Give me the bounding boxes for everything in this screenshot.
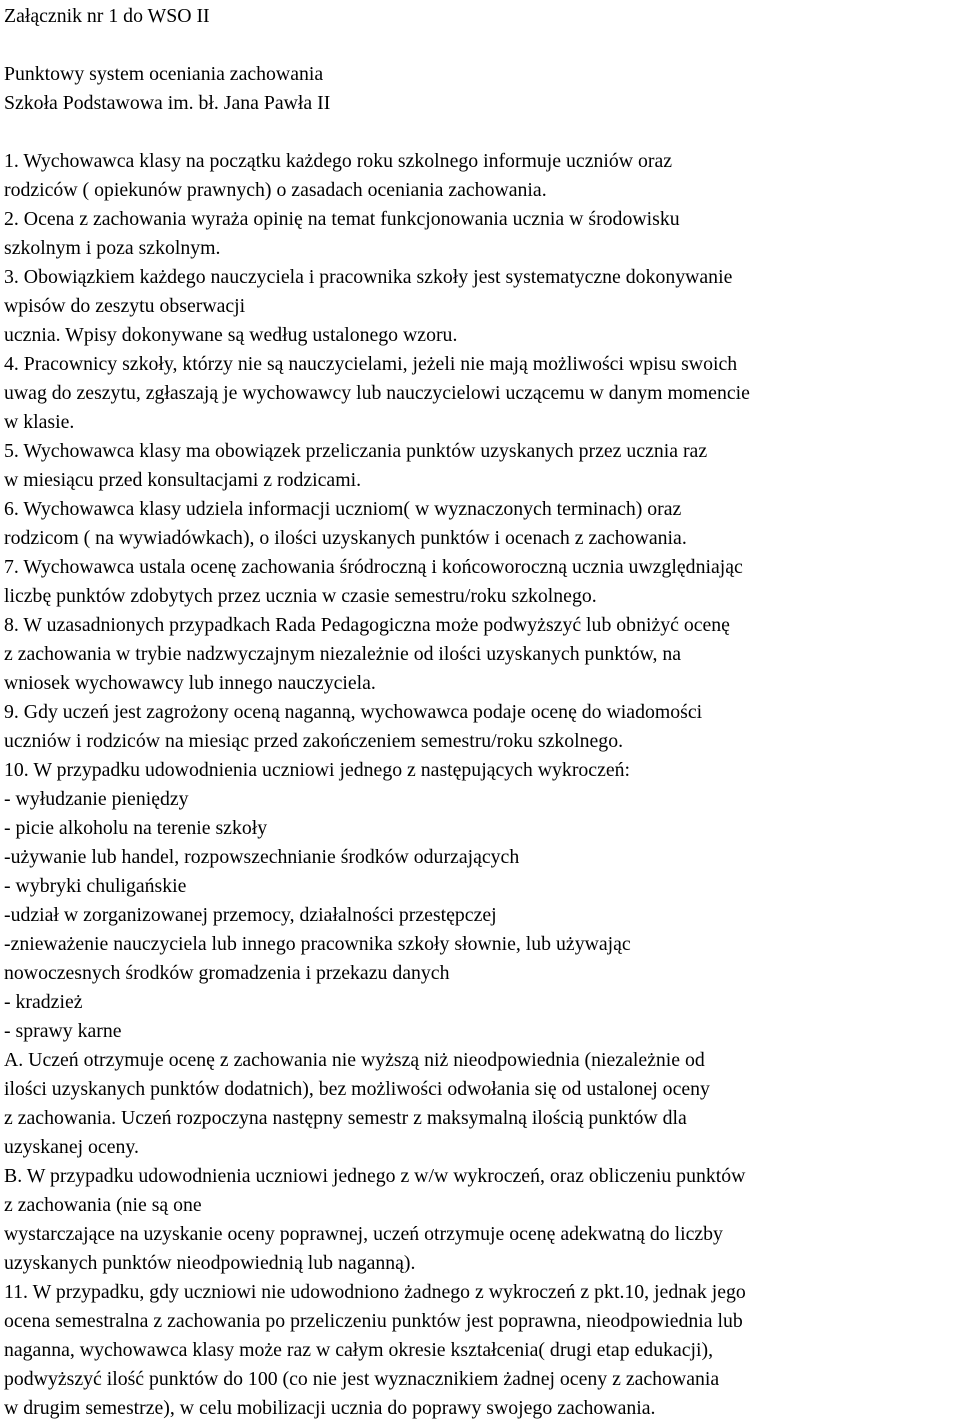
body-text-line: wpisów do zeszytu obserwacji (4, 295, 246, 317)
document-body (4, 147, 956, 1423)
body-text-line: nowoczesnych środków gromadzenia i przekazu danych (4, 962, 450, 984)
body-text-line: z zachowania w trybie nadzwyczajnym niezależnie od ilości uzyskanych punktów, na (4, 643, 682, 665)
body-text-line: ilości uzyskanych punktów dodatnich), bez możliwości odwołania się od ustalonej oceny (4, 1078, 710, 1100)
body-text-line: 9. Gdy uczeń jest zagrożony oceną naganną, wychowawca podaje ocenę do wiadomości (4, 701, 703, 723)
body-text-line: - sprawy karne (4, 1020, 122, 1042)
school-name: Szkoła Podstawowa im. bł. Jana Pawła II (4, 92, 331, 114)
body-text-line: w klasie. (4, 411, 75, 433)
body-text-line: 3. Obowiązkiem każdego nauczyciela i pracownika szkoły jest systematyczne dokonywanie (4, 266, 733, 288)
body-text-line: - wybryki chuligańskie (4, 875, 187, 897)
body-text-line: liczbę punktów zdobytych przez ucznia w czasie semestru/roku szkolnego. (4, 585, 597, 607)
body-text-line: A. Uczeń otrzymuje ocenę z zachowania nie wyższą niż nieodpowiednia (niezależnie od (4, 1049, 705, 1071)
body-text-line: ucznia. Wpisy dokonywane są według ustalonego wzoru. (4, 324, 458, 346)
body-text-line: 2. Ocena z zachowania wyraża opinię na temat funkcjonowania ucznia w środowisku (4, 208, 680, 230)
body-text-line: uwag do zeszytu, zgłaszają je wychowawcy lub nauczycielowi uczącemu w danym momencie (4, 382, 750, 404)
body-text-line: 5. Wychowawca klasy ma obowiązek przeliczania punktów uzyskanych przez ucznia raz (4, 440, 708, 462)
body-text-line: - wyłudzanie pieniędzy (4, 788, 189, 810)
body-text-line: szkolnym i poza szkolnym. (4, 237, 221, 259)
body-text-line: z zachowania (nie są one (4, 1194, 202, 1216)
spacer (4, 118, 956, 147)
body-text-line: 1. Wychowawca klasy na początku każdego roku szkolnego informuje uczniów oraz (4, 150, 673, 172)
body-text-line: wniosek wychowawcy lub innego nauczyciela. (4, 672, 376, 694)
body-text-line: -udział w zorganizowanej przemocy, działalności przestępczej (4, 904, 497, 926)
body-text-line: uczniów i rodziców na miesiąc przed zakończeniem semestru/roku szkolnego. (4, 730, 624, 752)
body-text-line: podwyższyć ilość punktów do 100 (co nie jest wyznacznikiem żadnej oceny z zachowania (4, 1368, 720, 1390)
body-text-line: uzyskanych punktów nieodpowiednią lub naganną). (4, 1252, 416, 1274)
body-text-line: 6. Wychowawca klasy udziela informacji uczniom( w wyznaczonych terminach) oraz (4, 498, 682, 520)
body-text-line: rodziców ( opiekunów prawnych) o zasadach oceniania zachowania. (4, 179, 547, 201)
spacer (4, 31, 956, 60)
annex-heading: Załącznik nr 1 do WSO II (4, 5, 210, 27)
body-text-line: rodzicom ( na wywiadówkach), o ilości uzyskanych punktów i ocenach z zachowania. (4, 527, 687, 549)
body-text-line: -używanie lub handel, rozpowszechnianie środków odurzających (4, 846, 520, 868)
body-text-line: 4. Pracownicy szkoły, którzy nie są nauczycielami, jeżeli nie mają możliwości wpisu swoich (4, 353, 738, 375)
document-title: Punktowy system oceniania zachowania (4, 63, 324, 85)
body-text-line: uzyskanej oceny. (4, 1136, 139, 1158)
body-text-line: 8. W uzasadnionych przypadkach Rada Pedagogiczna może podwyższyć lub obniżyć ocenę (4, 614, 730, 636)
body-text-line: w drugim semestrze), w celu mobilizacji ucznia do poprawy swojego zachowania. (4, 1397, 656, 1419)
body-text-line: z zachowania. Uczeń rozpoczyna następny semestr z maksymalną ilością punktów dla (4, 1107, 687, 1129)
body-text-line: w miesiącu przed konsultacjami z rodzicami. (4, 469, 362, 491)
body-text-line: 10. W przypadku udowodnienia uczniowi jednego z następujących wykroczeń: (4, 759, 631, 781)
body-text-line: ocena semestralna z zachowania po przeliczeniu punktów jest poprawna, nieodpowiednia lub (4, 1310, 743, 1332)
body-text-line: 7. Wychowawca ustala ocenę zachowania śródroczną i końcoworoczną ucznia uwzględniając (4, 556, 743, 578)
body-text-line: naganna, wychowawca klasy może raz w całym okresie kształcenia( drugi etap edukacji), (4, 1339, 714, 1361)
body-text-line: - kradzież (4, 991, 83, 1013)
body-text-line: wystarczające na uzyskanie oceny poprawnej, uczeń otrzymuje ocenę adekwatną do liczby (4, 1223, 723, 1245)
body-text-line: B. W przypadku udowodnienia uczniowi jednego z w/w wykroczeń, oraz obliczeniu punktów (4, 1165, 746, 1187)
body-text-line: -znieważenie nauczyciela lub innego pracownika szkoły słownie, lub używając (4, 933, 631, 955)
body-text-line: 11. W przypadku, gdy uczniowi nie udowodniono żadnego z wykroczeń z pkt.10, jednak jego (4, 1281, 746, 1303)
body-text-line: - picie alkoholu na terenie szkoły (4, 817, 268, 839)
